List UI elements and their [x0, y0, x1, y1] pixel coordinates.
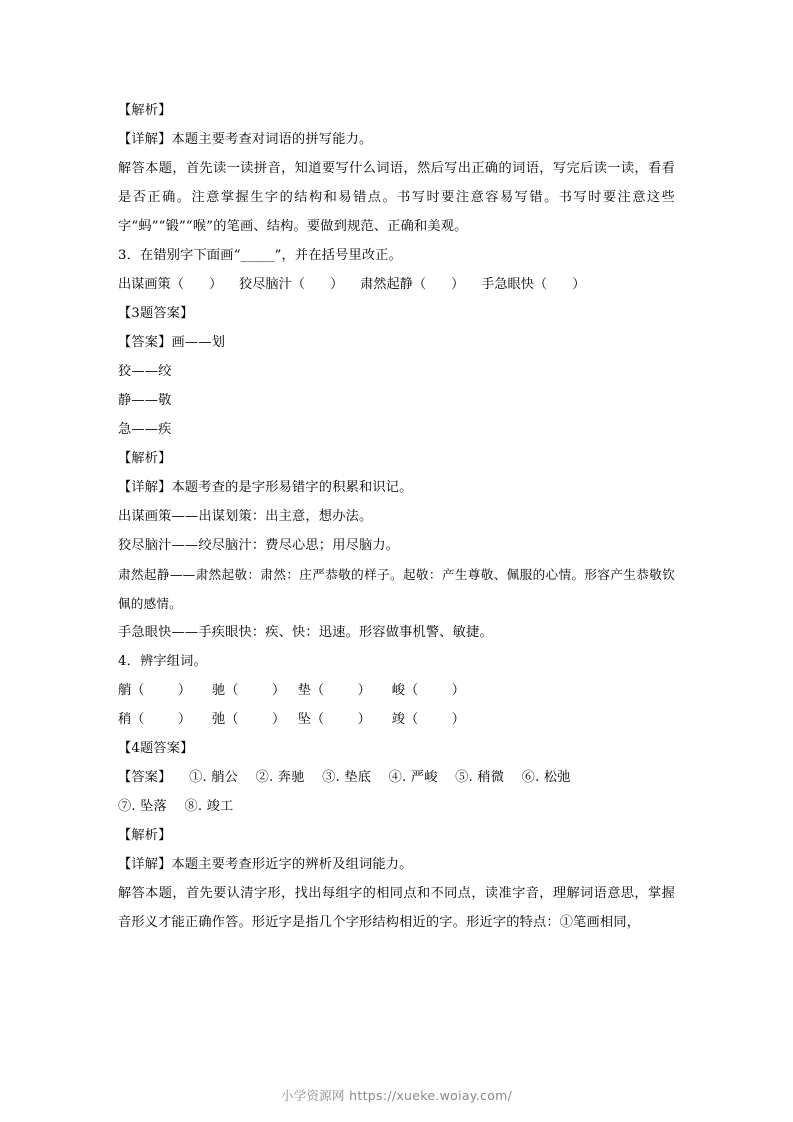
detail-explanation-3: 【详解】本题主要考查形近字的辨析及组词能力。 [118, 857, 413, 872]
question-3-items: 出谋画策（ ） 狡尽脑汁（ ） 肃然起静（ ） 手急眼快（ ） [118, 277, 586, 292]
question-3-answer-4: 急——疾 [118, 422, 172, 437]
explain-line-1: 出谋画策——出谋划策：出主意，想办法。 [118, 509, 373, 524]
question-4-answer-1: 【答案】 ①. 艄公 ②. 奔驰 ③. 垫底 ④. 严峻 ⑤. 稍微 ⑥. 松弛 [118, 770, 571, 785]
question-3-answer-2: 狡——绞 [118, 364, 172, 379]
analysis-label-3: 【解析】 [118, 828, 172, 843]
analysis-label-2: 【解析】 [118, 451, 172, 466]
question-4-answer-2: ⑦. 坠落 ⑧. 竣工 [118, 799, 234, 814]
question-4-row-1: 艄（ ） 驰（ ） 垫（ ） 峻（ ） [118, 683, 465, 698]
question-3-answer-3: 静——敬 [118, 393, 172, 408]
question-4-answer-label: 【4题答案】 [118, 741, 194, 756]
explain-line-2: 狡尽脑汁——绞尽脑汁：费尽心思；用尽脑力。 [118, 538, 400, 553]
detail-explanation-2: 【详解】本题考查的是字形易错字的积累和识记。 [118, 480, 413, 495]
analysis-label-1: 【解析】 [118, 103, 172, 118]
explain-line-3: 肃然起静——肃然起敬：肃然：庄严恭敬的样子。起敬：产生尊敬、佩服的心情。形容产生恭敬钦佩的感情。 [118, 567, 675, 611]
body-paragraph-2: 解答本题，首先要认清字形，找出每组字的相同点和不同点，读准字音，理解词语意思，掌握音形义才能正确作答。形近字是指几个字形结构相近的字。形近字的特点：①笔画相同， [118, 886, 675, 930]
detail-explanation-1: 【详解】本题主要考查对词语的拼写能力。 [118, 132, 373, 147]
footer-url[interactable]: https://xueke.woiay.com/ [349, 1088, 513, 1103]
question-3-answer-label: 【3题答案】 [118, 306, 194, 321]
question-3-stem: 3．在错别字下面画“_____”，并在括号里改正。 [118, 248, 403, 263]
footer-brand: 小学资源网 [280, 1088, 345, 1103]
question-3-answer-1: 【答案】画——划 [118, 335, 226, 350]
explain-line-4: 手急眼快——手疾眼快：疾、快：迅速。形容做事机警、敏捷。 [118, 625, 493, 640]
question-4-row-2: 稍（ ） 弛（ ） 坠（ ） 竣（ ） [118, 712, 465, 727]
body-paragraph-1: 解答本题，首先读一读拼音，知道要写什么词语，然后写出正确的词语，写完后读一读，看看是否正确。注意掌握生字的结构和易错点。书写时要注意容易写错。书写时要注意这些字“蚂”“锻”“喉”的笔画、结构。要做到规范、正确和美观。 [118, 161, 675, 234]
footer-watermark [0, 1086, 793, 1104]
question-4-stem: 4．辨字组词。 [118, 654, 207, 669]
